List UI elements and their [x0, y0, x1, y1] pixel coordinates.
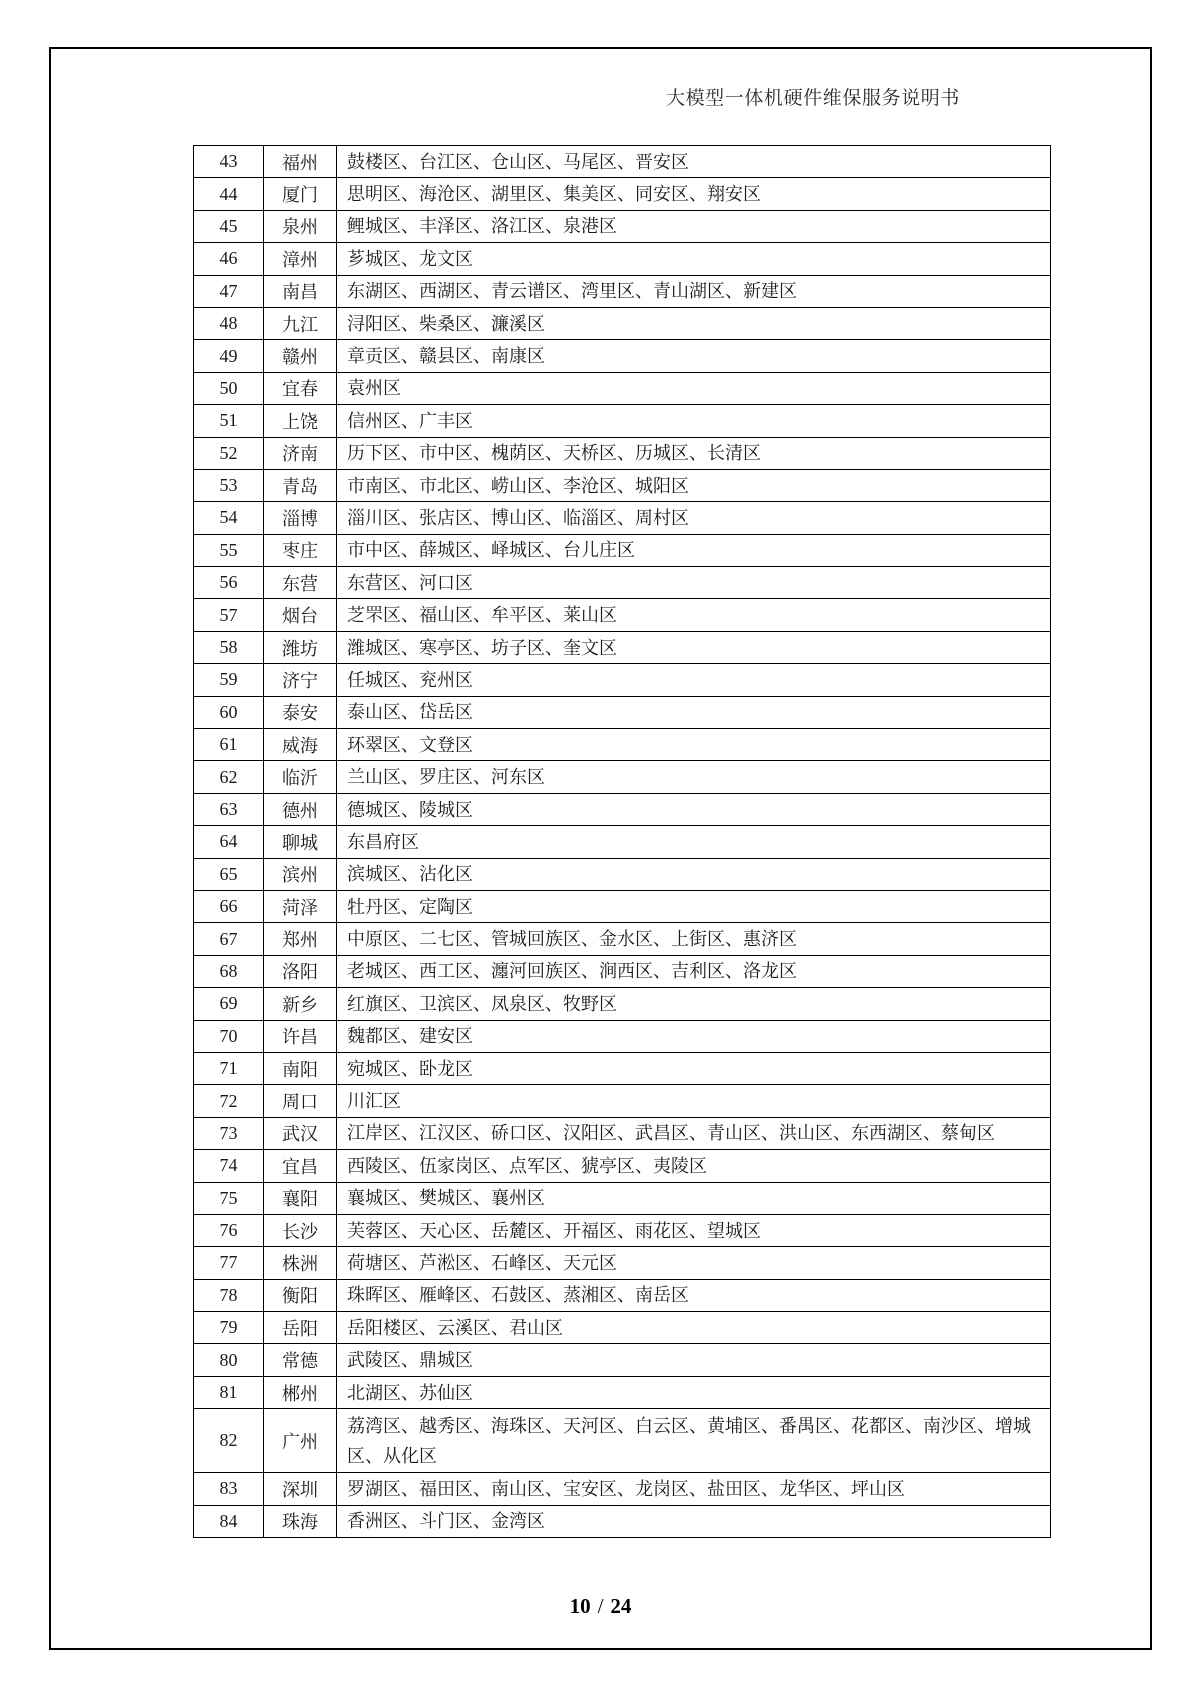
table-row	[194, 729, 1051, 761]
districts-cell: 北湖区、苏仙区	[337, 1376, 1051, 1408]
districts-cell: 中原区、二七区、管城回族区、金水区、上街区、惠济区	[337, 923, 1051, 955]
districts-cell: 襄城区、樊城区、襄州区	[337, 1182, 1051, 1214]
city-name-cell: 厦门	[264, 178, 337, 210]
row-number-cell: 68	[194, 955, 264, 987]
table-row	[194, 243, 1051, 275]
row-number-cell: 73	[194, 1117, 264, 1149]
table-row	[194, 793, 1051, 825]
districts-cell: 岳阳楼区、云溪区、君山区	[337, 1312, 1051, 1344]
row-number-cell: 56	[194, 567, 264, 599]
districts-cell: 荷塘区、芦淞区、石峰区、天元区	[337, 1247, 1051, 1279]
districts-cell: 牡丹区、定陶区	[337, 890, 1051, 922]
city-name-cell: 宜春	[264, 372, 337, 404]
city-name-cell: 济宁	[264, 664, 337, 696]
districts-cell: 荔湾区、越秀区、海珠区、天河区、白云区、黄埔区、番禺区、花都区、南沙区、增城区、从化区	[337, 1409, 1051, 1473]
table-row	[194, 1117, 1051, 1149]
districts-cell: 东昌府区	[337, 826, 1051, 858]
city-name-cell: 株洲	[264, 1247, 337, 1279]
row-number-cell: 43	[194, 146, 264, 178]
row-number-cell: 81	[194, 1376, 264, 1408]
districts-cell: 环翠区、文登区	[337, 729, 1051, 761]
city-name-cell: 淄博	[264, 502, 337, 534]
row-number-cell: 79	[194, 1312, 264, 1344]
row-number-cell: 71	[194, 1052, 264, 1084]
table-body	[194, 146, 1051, 1538]
row-number-cell: 64	[194, 826, 264, 858]
city-name-cell: 洛阳	[264, 955, 337, 987]
table-row	[194, 955, 1051, 987]
page-footer	[51, 1594, 1150, 1619]
row-number-cell: 75	[194, 1182, 264, 1214]
districts-cell: 鼓楼区、台江区、仓山区、马尾区、晋安区	[337, 146, 1051, 178]
city-name-cell: 衡阳	[264, 1279, 337, 1311]
row-number-cell: 58	[194, 631, 264, 663]
footer-separator: /	[597, 1594, 604, 1618]
footer-total-pages: 24	[610, 1594, 632, 1618]
city-name-cell: 烟台	[264, 599, 337, 631]
city-name-cell: 南昌	[264, 275, 337, 307]
row-number-cell: 63	[194, 793, 264, 825]
city-name-cell: 郑州	[264, 923, 337, 955]
city-name-cell: 武汉	[264, 1117, 337, 1149]
table-row	[194, 1085, 1051, 1117]
districts-cell: 市南区、市北区、崂山区、李沧区、城阳区	[337, 469, 1051, 501]
table-row	[194, 1505, 1051, 1537]
header-title: 大模型一体机硬件维保服务说明书	[665, 88, 960, 109]
table-row	[194, 340, 1051, 372]
table-row	[194, 469, 1051, 501]
table-row	[194, 826, 1051, 858]
districts-cell: 芙蓉区、天心区、岳麓区、开福区、雨花区、望城区	[337, 1214, 1051, 1246]
districts-cell: 芗城区、龙文区	[337, 243, 1051, 275]
city-name-cell: 泉州	[264, 210, 337, 242]
city-name-cell: 东营	[264, 567, 337, 599]
districts-cell: 历下区、市中区、槐荫区、天桥区、历城区、长清区	[337, 437, 1051, 469]
city-name-cell: 菏泽	[264, 890, 337, 922]
table-row	[194, 534, 1051, 566]
row-number-cell: 47	[194, 275, 264, 307]
districts-cell: 信州区、广丰区	[337, 405, 1051, 437]
city-name-cell: 郴州	[264, 1376, 337, 1408]
table-row	[194, 923, 1051, 955]
districts-cell: 珠晖区、雁峰区、石鼓区、蒸湘区、南岳区	[337, 1279, 1051, 1311]
row-number-cell: 72	[194, 1085, 264, 1117]
table-row	[194, 664, 1051, 696]
row-number-cell: 62	[194, 761, 264, 793]
city-name-cell: 潍坊	[264, 631, 337, 663]
row-number-cell: 44	[194, 178, 264, 210]
city-name-cell: 漳州	[264, 243, 337, 275]
row-number-cell: 55	[194, 534, 264, 566]
districts-cell: 任城区、兖州区	[337, 664, 1051, 696]
table-row	[194, 1312, 1051, 1344]
table-row	[194, 567, 1051, 599]
table-row	[194, 307, 1051, 339]
row-number-cell: 78	[194, 1279, 264, 1311]
districts-cell: 思明区、海沧区、湖里区、集美区、同安区、翔安区	[337, 178, 1051, 210]
row-number-cell: 51	[194, 405, 264, 437]
city-name-cell: 青岛	[264, 469, 337, 501]
city-district-table	[193, 145, 1051, 1538]
districts-cell: 香洲区、斗门区、金湾区	[337, 1505, 1051, 1537]
districts-cell: 德城区、陵城区	[337, 793, 1051, 825]
city-name-cell: 广州	[264, 1409, 337, 1473]
table-row	[194, 1473, 1051, 1505]
row-number-cell: 67	[194, 923, 264, 955]
districts-cell: 滨城区、沾化区	[337, 858, 1051, 890]
districts-cell: 鲤城区、丰泽区、洛江区、泉港区	[337, 210, 1051, 242]
row-number-cell: 69	[194, 988, 264, 1020]
districts-cell: 东营区、河口区	[337, 567, 1051, 599]
row-number-cell: 80	[194, 1344, 264, 1376]
row-number-cell: 82	[194, 1409, 264, 1473]
districts-cell: 魏都区、建安区	[337, 1020, 1051, 1052]
table-row	[194, 146, 1051, 178]
districts-cell: 潍城区、寒亭区、坊子区、奎文区	[337, 631, 1051, 663]
table-row	[194, 988, 1051, 1020]
city-name-cell: 福州	[264, 146, 337, 178]
table-row	[194, 1344, 1051, 1376]
districts-cell: 浔阳区、柴桑区、濂溪区	[337, 307, 1051, 339]
districts-cell: 江岸区、江汉区、硚口区、汉阳区、武昌区、青山区、洪山区、东西湖区、蔡甸区	[337, 1117, 1051, 1149]
row-number-cell: 76	[194, 1214, 264, 1246]
row-number-cell: 70	[194, 1020, 264, 1052]
row-number-cell: 45	[194, 210, 264, 242]
city-name-cell: 深圳	[264, 1473, 337, 1505]
row-number-cell: 53	[194, 469, 264, 501]
districts-cell: 芝罘区、福山区、牟平区、莱山区	[337, 599, 1051, 631]
city-name-cell: 赣州	[264, 340, 337, 372]
row-number-cell: 61	[194, 729, 264, 761]
table-row	[194, 275, 1051, 307]
city-name-cell: 南阳	[264, 1052, 337, 1084]
city-name-cell: 九江	[264, 307, 337, 339]
city-name-cell: 枣庄	[264, 534, 337, 566]
table-row	[194, 1409, 1051, 1473]
districts-cell: 罗湖区、福田区、南山区、宝安区、龙岗区、盐田区、龙华区、坪山区	[337, 1473, 1051, 1505]
districts-cell: 西陵区、伍家岗区、点军区、猇亭区、夷陵区	[337, 1150, 1051, 1182]
table-row	[194, 696, 1051, 728]
table-row	[194, 210, 1051, 242]
city-name-cell: 泰安	[264, 696, 337, 728]
city-name-cell: 长沙	[264, 1214, 337, 1246]
table-row	[194, 761, 1051, 793]
districts-cell: 红旗区、卫滨区、凤泉区、牧野区	[337, 988, 1051, 1020]
row-number-cell: 49	[194, 340, 264, 372]
city-name-cell: 滨州	[264, 858, 337, 890]
table-row	[194, 858, 1051, 890]
row-number-cell: 74	[194, 1150, 264, 1182]
districts-cell: 袁州区	[337, 372, 1051, 404]
row-number-cell: 84	[194, 1505, 264, 1537]
table-row	[194, 1376, 1051, 1408]
table-row	[194, 1247, 1051, 1279]
row-number-cell: 59	[194, 664, 264, 696]
city-name-cell: 襄阳	[264, 1182, 337, 1214]
districts-cell: 武陵区、鼎城区	[337, 1344, 1051, 1376]
districts-cell: 老城区、西工区、瀍河回族区、涧西区、吉利区、洛龙区	[337, 955, 1051, 987]
city-name-cell: 德州	[264, 793, 337, 825]
row-number-cell: 77	[194, 1247, 264, 1279]
row-number-cell: 65	[194, 858, 264, 890]
row-number-cell: 52	[194, 437, 264, 469]
table-row	[194, 405, 1051, 437]
city-name-cell: 岳阳	[264, 1312, 337, 1344]
districts-cell: 宛城区、卧龙区	[337, 1052, 1051, 1084]
footer-current-page: 10	[569, 1594, 591, 1618]
districts-cell: 兰山区、罗庄区、河东区	[337, 761, 1051, 793]
districts-cell: 泰山区、岱岳区	[337, 696, 1051, 728]
city-name-cell: 周口	[264, 1085, 337, 1117]
city-name-cell: 威海	[264, 729, 337, 761]
city-name-cell: 上饶	[264, 405, 337, 437]
row-number-cell: 57	[194, 599, 264, 631]
row-number-cell: 60	[194, 696, 264, 728]
table-row	[194, 1279, 1051, 1311]
city-name-cell: 许昌	[264, 1020, 337, 1052]
table-row	[194, 890, 1051, 922]
city-name-cell: 聊城	[264, 826, 337, 858]
city-name-cell: 宜昌	[264, 1150, 337, 1182]
city-name-cell: 济南	[264, 437, 337, 469]
row-number-cell: 48	[194, 307, 264, 339]
table-row	[194, 631, 1051, 663]
city-name-cell: 新乡	[264, 988, 337, 1020]
districts-cell: 东湖区、西湖区、青云谱区、湾里区、青山湖区、新建区	[337, 275, 1051, 307]
table-row	[194, 178, 1051, 210]
table-row	[194, 1020, 1051, 1052]
city-name-cell: 珠海	[264, 1505, 337, 1537]
row-number-cell: 54	[194, 502, 264, 534]
table-row	[194, 502, 1051, 534]
table-row	[194, 1150, 1051, 1182]
table-row	[194, 437, 1051, 469]
row-number-cell: 46	[194, 243, 264, 275]
city-name-cell: 临沂	[264, 761, 337, 793]
row-number-cell: 50	[194, 372, 264, 404]
page-border	[49, 47, 1152, 1650]
districts-cell: 市中区、薛城区、峄城区、台儿庄区	[337, 534, 1051, 566]
row-number-cell: 83	[194, 1473, 264, 1505]
districts-cell: 淄川区、张店区、博山区、临淄区、周村区	[337, 502, 1051, 534]
table-row	[194, 1182, 1051, 1214]
table-row	[194, 1214, 1051, 1246]
districts-cell: 川汇区	[337, 1085, 1051, 1117]
table-row	[194, 599, 1051, 631]
city-name-cell: 常德	[264, 1344, 337, 1376]
table-row	[194, 1052, 1051, 1084]
row-number-cell: 66	[194, 890, 264, 922]
districts-cell: 章贡区、赣县区、南康区	[337, 340, 1051, 372]
table-row	[194, 372, 1051, 404]
